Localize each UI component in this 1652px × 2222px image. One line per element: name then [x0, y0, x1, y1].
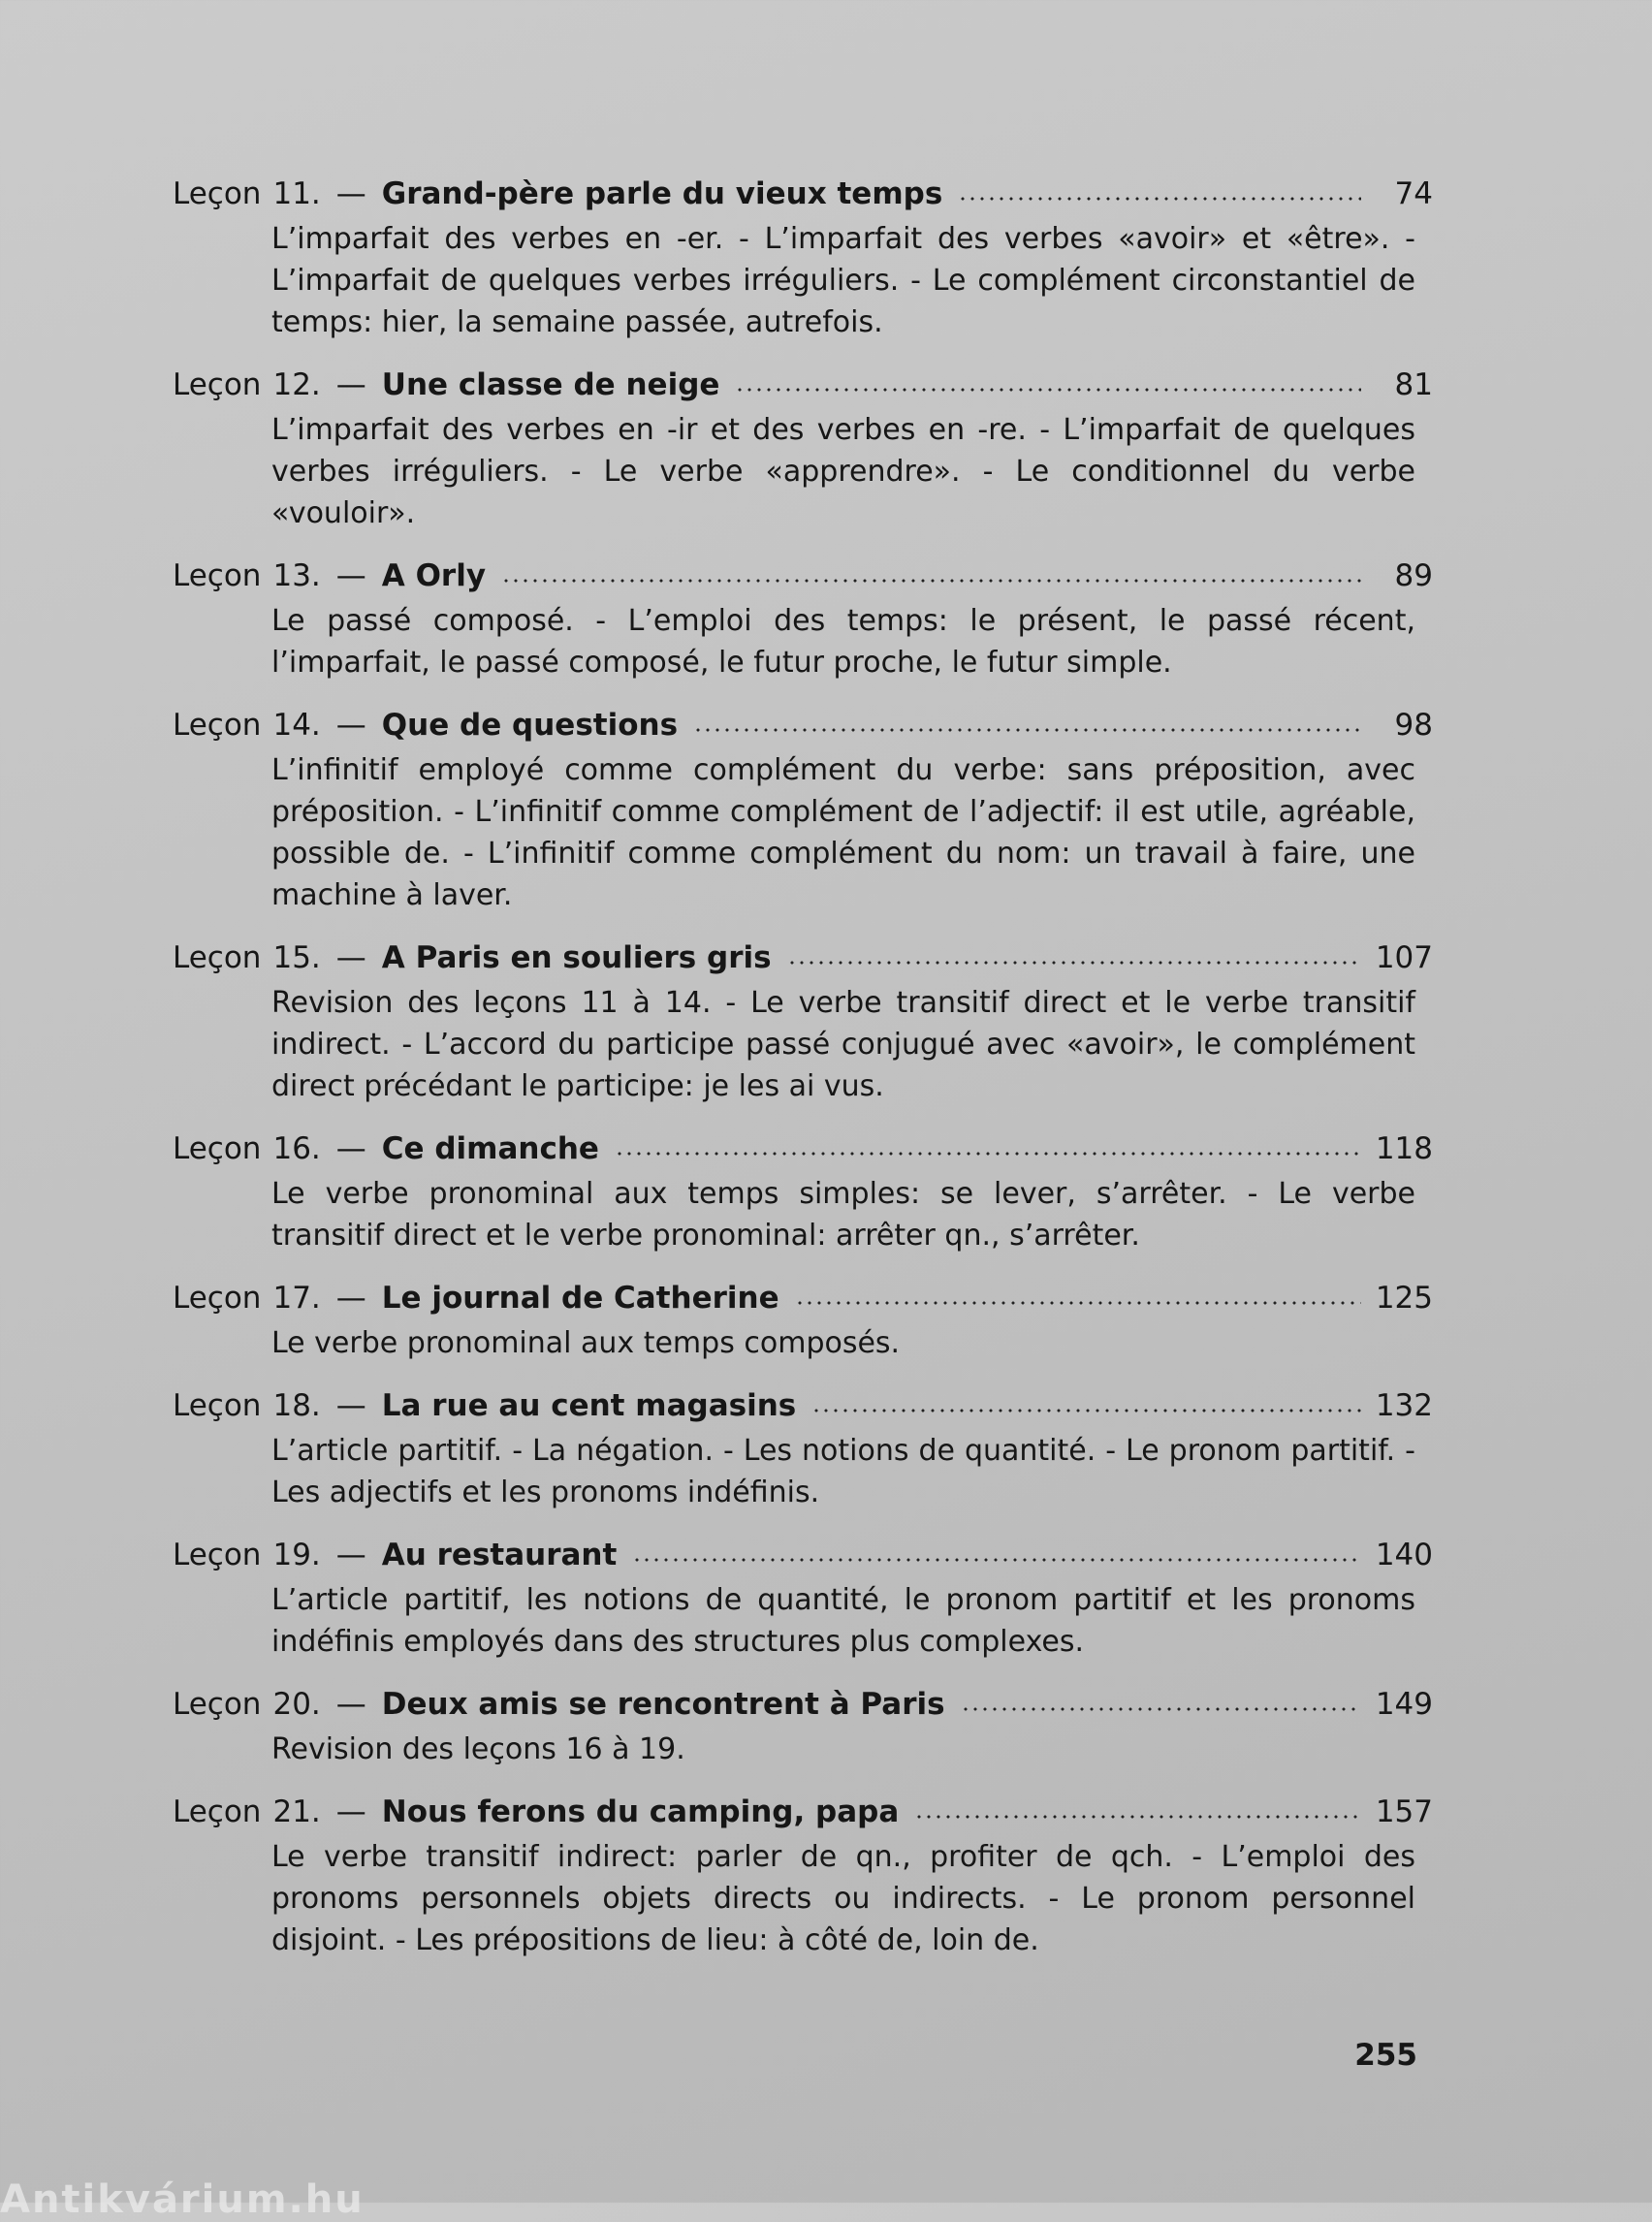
dash-separator: —	[335, 176, 366, 211]
toc-entry-17	[173, 1274, 1433, 1364]
lesson-number: 17.	[272, 1281, 321, 1316]
toc-entry-heading	[173, 1274, 1433, 1322]
lesson-label: Leçon	[173, 1281, 262, 1316]
lesson-page-number: 74	[1394, 176, 1433, 211]
table-of-contents	[173, 170, 1433, 1979]
dot-leader	[795, 1299, 1361, 1307]
lesson-page-number: 107	[1375, 940, 1433, 975]
lesson-title: Deux amis se rencontrent à Paris	[381, 1687, 945, 1722]
lesson-title: Une classe de neige	[381, 367, 720, 402]
toc-entry-heading	[173, 1680, 1433, 1729]
toc-entry-13	[173, 552, 1433, 683]
lesson-page-number: 125	[1375, 1281, 1433, 1316]
lesson-description: Le passé composé. - L’emploi des temps: le présent, le passé récent, l’imparfait, le passé composé, le futur proche, le futur simple.	[271, 604, 1415, 680]
page-number: 255	[1354, 2038, 1417, 2073]
lesson-title: La rue au cent magasins	[381, 1388, 797, 1423]
lesson-label: Leçon	[173, 1794, 262, 1829]
dot-leader	[615, 1150, 1361, 1158]
toc-entry-12	[173, 361, 1433, 534]
toc-entry-15	[173, 934, 1433, 1107]
toc-entry-14	[173, 701, 1433, 916]
dot-leader	[787, 959, 1361, 967]
lesson-page-number: 89	[1394, 558, 1433, 593]
lesson-title: A Orly	[381, 558, 487, 593]
lesson-number: 14.	[272, 708, 321, 743]
dot-leader	[811, 1407, 1361, 1414]
toc-entry-20	[173, 1680, 1433, 1770]
dot-leader	[735, 386, 1361, 394]
lesson-number: 13.	[272, 558, 321, 593]
lesson-description: L’infinitif employé comme complément du verbe: sans préposition, avec préposition. - L’infinitif comme complément de l’adjectif: il est utile, agréable, possible de. - L’infinitif comme complément du nom: un travail à faire, une machine à laver.	[271, 753, 1415, 912]
lesson-number: 21.	[272, 1794, 321, 1829]
lesson-title: Le journal de Catherine	[381, 1281, 779, 1316]
lesson-label: Leçon	[173, 1687, 262, 1722]
toc-entry-heading	[173, 1531, 1433, 1579]
dash-separator: —	[335, 940, 366, 975]
lesson-description: L’article partitif, les notions de quantité, le pronom partitif et les pronoms indéfinis employés dans des structures plus complexes.	[271, 1583, 1415, 1659]
lesson-page-number: 98	[1394, 708, 1433, 743]
dot-leader	[501, 577, 1361, 585]
lesson-label: Leçon	[173, 1131, 262, 1166]
watermark-text: Antikvárium.hu	[0, 2177, 365, 2222]
dot-leader	[693, 726, 1361, 734]
toc-entry-heading	[173, 934, 1433, 982]
lesson-description: Le verbe pronominal aux temps simples: se lever, s’arrêter. - Le verbe transitif direct et le verbe pronominal: arrêter qn., s’arrêter.	[271, 1177, 1415, 1253]
toc-entry-21	[173, 1788, 1433, 1961]
dash-separator: —	[335, 1538, 366, 1572]
dot-leader	[961, 1705, 1361, 1713]
dash-separator: —	[335, 1794, 366, 1829]
lesson-label: Leçon	[173, 176, 262, 211]
toc-entry-heading	[173, 1381, 1433, 1430]
dot-leader	[632, 1556, 1361, 1564]
lesson-title: Nous ferons du camping, papa	[381, 1794, 900, 1829]
toc-entry-19	[173, 1531, 1433, 1663]
lesson-page-number: 157	[1375, 1794, 1433, 1829]
lesson-label: Leçon	[173, 708, 262, 743]
lesson-description: Le verbe pronominal aux temps composés.	[271, 1326, 901, 1360]
lesson-title: A Paris en souliers gris	[381, 940, 772, 975]
dash-separator: —	[335, 1687, 366, 1722]
lesson-label: Leçon	[173, 940, 262, 975]
toc-entry-heading	[173, 1788, 1433, 1836]
toc-entry-heading	[173, 552, 1433, 600]
lesson-title: Que de questions	[381, 708, 679, 743]
lesson-description: L’imparfait des verbes en -ir et des verbes en -re. - L’imparfait de quelques verbes irréguliers. - Le verbe «apprendre». - Le conditionnel du verbe «vouloir».	[271, 413, 1415, 530]
toc-entry-heading	[173, 361, 1433, 409]
toc-entry-heading	[173, 1125, 1433, 1173]
lesson-number: 20.	[272, 1687, 321, 1722]
lesson-page-number: 132	[1375, 1388, 1433, 1423]
toc-entry-heading	[173, 701, 1433, 749]
toc-entry-11	[173, 170, 1433, 343]
dot-leader	[958, 195, 1361, 203]
lesson-number: 19.	[272, 1538, 321, 1572]
dot-leader	[914, 1813, 1361, 1821]
lesson-page-number: 149	[1375, 1687, 1433, 1722]
lesson-description: L’article partitif. - La négation. - Les notions de quantité. - Le pronom partitif. - Les adjectifs et les pronoms indéfinis.	[271, 1434, 1415, 1509]
lesson-label: Leçon	[173, 367, 262, 402]
dash-separator: —	[335, 558, 366, 593]
toc-entry-16	[173, 1125, 1433, 1256]
dash-separator: —	[335, 708, 366, 743]
dash-separator: —	[335, 367, 366, 402]
toc-entry-18	[173, 1381, 1433, 1513]
lesson-label: Leçon	[173, 558, 262, 593]
lesson-number: 12.	[272, 367, 321, 402]
dash-separator: —	[335, 1388, 366, 1423]
lesson-title: Grand-père parle du vieux temps	[381, 176, 943, 211]
toc-entry-heading	[173, 170, 1433, 218]
lesson-page-number: 140	[1375, 1538, 1433, 1572]
lesson-description: Revision des leçons 11 à 14. - Le verbe transitif direct et le verbe transitif indirect. - L’accord du participe passé conjugué avec «avoir», le complément direct précédant le participe: je les ai vus.	[271, 986, 1415, 1103]
lesson-description: Le verbe transitif indirect: parler de qn., profiter de qch. - L’emploi des pronoms personnels objets directs ou indirects. - Le pronom personnel disjoint. - Les prépositions de lieu: à côté de, loin de.	[271, 1840, 1415, 1957]
lesson-page-number: 81	[1394, 367, 1433, 402]
lesson-number: 18.	[272, 1388, 321, 1423]
dash-separator: —	[335, 1281, 366, 1316]
lesson-label: Leçon	[173, 1388, 262, 1423]
lesson-number: 15.	[272, 940, 321, 975]
dash-separator: —	[335, 1131, 366, 1166]
lesson-page-number: 118	[1375, 1131, 1433, 1166]
lesson-description: Revision des leçons 16 à 19.	[271, 1732, 685, 1766]
lesson-label: Leçon	[173, 1538, 262, 1572]
lesson-number: 16.	[272, 1131, 321, 1166]
lesson-number: 11.	[272, 176, 321, 211]
lesson-title: Au restaurant	[381, 1538, 618, 1572]
lesson-title: Ce dimanche	[381, 1131, 599, 1166]
lesson-description: L’imparfait des verbes en -er. - L’imparfait des verbes «avoir» et «être». - L’imparfait de quelques verbes irréguliers. - Le complément circonstantiel de temps: hier, la semaine passée, autrefois.	[271, 222, 1415, 339]
